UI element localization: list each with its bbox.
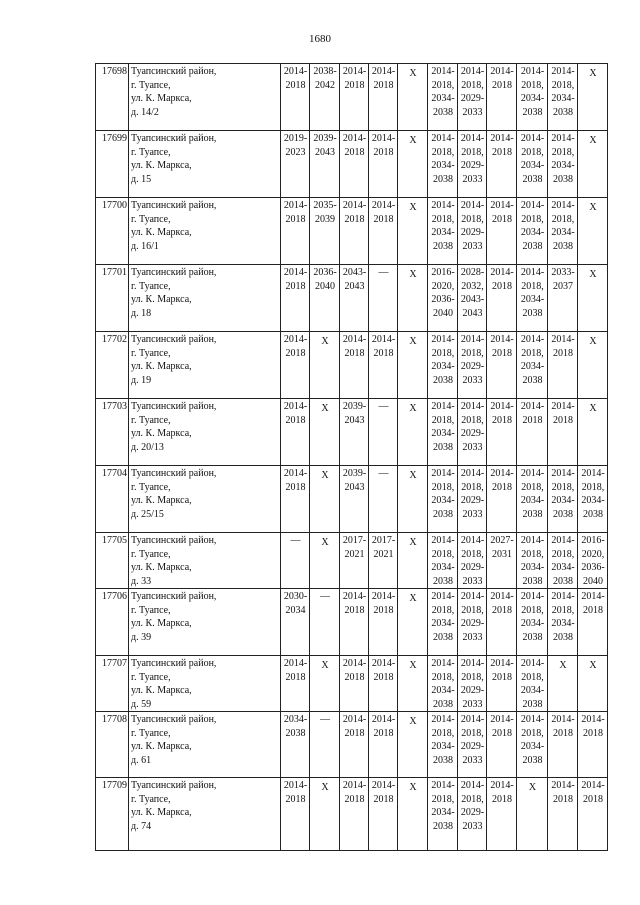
address-cell — [129, 332, 281, 399]
address-line: д. 59 — [131, 698, 152, 710]
period-cell: 2014- 2018 — [340, 198, 369, 265]
table-row — [96, 64, 608, 131]
period-cell: X — [398, 265, 428, 332]
registry-table — [95, 63, 608, 851]
address-cell — [129, 712, 281, 778]
address-line: г. Туапсе, — [131, 671, 171, 683]
period-cell: 2028- 2032, 2043- 2043 — [458, 265, 487, 332]
address-line: г. Туапсе, — [131, 727, 171, 739]
address-line: ул. К. Маркса, — [131, 807, 192, 818]
period-cell: 2039- 2043 — [340, 399, 369, 466]
address-line: Туапсинский район, — [131, 535, 217, 546]
period-cell: 2014- 2018, 2034- 2038 — [517, 198, 548, 265]
address-cell — [129, 533, 281, 589]
period-cell: 2014- 2018, 2034- 2038 — [517, 533, 548, 589]
period-cell: 2014- 2018, 2034- 2038 — [428, 399, 458, 466]
period-cell: 2014- 2018 — [578, 712, 608, 778]
period-cell: 2014- 2018 — [340, 64, 369, 131]
period-cell: X — [310, 399, 340, 466]
period-cell: X — [310, 466, 340, 533]
period-cell: 2014- 2018 — [487, 466, 517, 533]
address-line: д. 18 — [131, 307, 152, 319]
period-cell: 2014- 2018 — [548, 778, 578, 851]
address-line: ул. К. Маркса, — [131, 741, 192, 752]
address-line: ул. К. Маркса, — [131, 93, 192, 104]
address-cell — [129, 131, 281, 198]
period-cell: 2014- 2018 — [487, 131, 517, 198]
period-cell: 2014- 2018 — [340, 712, 369, 778]
period-cell: 2014- 2018 — [369, 656, 398, 712]
period-cell: 2014- 2018 — [281, 399, 310, 466]
period-cell: 2014- 2018 — [487, 712, 517, 778]
period-cell: X — [310, 656, 340, 712]
period-cell: X — [578, 64, 608, 131]
address-cell — [129, 466, 281, 533]
address-cell — [129, 265, 281, 332]
period-cell: 2014- 2018 — [340, 131, 369, 198]
address-line: ул. К. Маркса, — [131, 562, 192, 573]
period-cell: X — [398, 466, 428, 533]
period-cell: 2016- 2020, 2036- 2040 — [428, 265, 458, 332]
period-cell: 2014- 2018 — [369, 589, 398, 656]
period-cell: 2014- 2018 — [487, 64, 517, 131]
period-cell: 2043- 2043 — [340, 265, 369, 332]
address-line: ул. К. Маркса, — [131, 361, 192, 372]
period-cell: 2014- 2018, 2029- 2033 — [458, 589, 487, 656]
address-line: Туапсинский район, — [131, 334, 217, 345]
address-line: г. Туапсе, — [131, 347, 171, 359]
period-cell: 2014- 2018, 2034- 2038 — [548, 589, 578, 656]
period-cell: 2014- 2018 — [340, 778, 369, 851]
period-cell: 2014- 2018 — [281, 265, 310, 332]
address-line: ул. К. Маркса, — [131, 685, 192, 696]
period-cell: 2014- 2018, 2029- 2033 — [458, 533, 487, 589]
address-line: д. 20/13 — [131, 441, 164, 453]
table-row — [96, 589, 608, 656]
period-cell: 2014- 2018, 2034- 2038 — [428, 332, 458, 399]
period-cell: 2014- 2018, 2034- 2038 — [517, 131, 548, 198]
period-cell: 2039- 2043 — [310, 131, 340, 198]
address-line: Туапсинский район, — [131, 591, 217, 602]
period-cell: 2014- 2018 — [548, 399, 578, 466]
period-cell: 2014- 2018, 2029- 2033 — [458, 656, 487, 712]
period-cell: 2014- 2018 — [281, 778, 310, 851]
address-line: д. 25/15 — [131, 508, 164, 520]
period-cell: 2014- 2018, 2029- 2033 — [458, 712, 487, 778]
table-row — [96, 712, 608, 778]
period-cell: 2017- 2021 — [340, 533, 369, 589]
period-cell: 2014- 2018 — [281, 466, 310, 533]
period-cell: 2014- 2018, 2034- 2038 — [517, 64, 548, 131]
address-line: ул. К. Маркса, — [131, 618, 192, 629]
record-number: 17709 — [96, 778, 129, 851]
address-line: ул. К. Маркса, — [131, 160, 192, 171]
table-row — [96, 466, 608, 533]
period-cell: 2014- 2018, 2034- 2038 — [517, 466, 548, 533]
period-cell: 2014- 2018, 2034- 2038 — [548, 131, 578, 198]
period-cell: X — [398, 778, 428, 851]
address-cell — [129, 198, 281, 265]
period-cell: — — [310, 589, 340, 656]
period-cell: X — [398, 64, 428, 131]
address-line: д. 14/2 — [131, 106, 159, 118]
address-line: г. Туапсе, — [131, 414, 171, 426]
period-cell: 2014- 2018, 2029- 2033 — [458, 399, 487, 466]
period-cell: 2014- 2018, 2034- 2038 — [548, 466, 578, 533]
period-cell: 2014- 2018, 2034- 2038 — [428, 131, 458, 198]
period-cell: 2014- 2018 — [281, 198, 310, 265]
period-cell: 2014- 2018, 2029- 2033 — [458, 64, 487, 131]
period-cell: X — [578, 332, 608, 399]
period-cell: 2014- 2018 — [281, 656, 310, 712]
period-cell: 2014- 2018, 2029- 2033 — [458, 131, 487, 198]
period-cell: — — [369, 265, 398, 332]
period-cell: 2014- 2018 — [340, 656, 369, 712]
table-row — [96, 131, 608, 198]
period-cell: 2014- 2018 — [548, 712, 578, 778]
table-row — [96, 265, 608, 332]
record-number: 17700 — [96, 198, 129, 265]
page-number: 1680 — [309, 33, 331, 45]
period-cell: 2014- 2018, 2034- 2038 — [428, 589, 458, 656]
address-line: ул. К. Маркса, — [131, 227, 192, 238]
period-cell: 2014- 2018 — [487, 589, 517, 656]
period-cell: 2014- 2018, 2034- 2038 — [548, 64, 578, 131]
period-cell: X — [398, 712, 428, 778]
period-cell: — — [310, 712, 340, 778]
period-cell: X — [517, 778, 548, 851]
period-cell: 2036- 2040 — [310, 265, 340, 332]
address-cell — [129, 656, 281, 712]
period-cell: 2039- 2043 — [340, 466, 369, 533]
period-cell: 2035- 2039 — [310, 198, 340, 265]
address-line: г. Туапсе, — [131, 213, 171, 225]
address-line: г. Туапсе, — [131, 793, 171, 805]
period-cell: X — [578, 198, 608, 265]
address-line: д. 61 — [131, 754, 152, 766]
period-cell: 2014- 2018 — [487, 399, 517, 466]
period-cell: X — [310, 533, 340, 589]
period-cell: 2014- 2018, 2034- 2038 — [428, 533, 458, 589]
address-line: ул. К. Маркса, — [131, 294, 192, 305]
period-cell: 2014- 2018 — [281, 332, 310, 399]
period-cell: 2014- 2018 — [487, 656, 517, 712]
period-cell: 2014- 2018, 2029- 2033 — [458, 198, 487, 265]
period-cell: X — [578, 656, 608, 712]
address-cell — [129, 778, 281, 851]
period-cell: 2014- 2018, 2034- 2038 — [428, 656, 458, 712]
period-cell: 2014- 2018 — [517, 399, 548, 466]
period-cell: X — [398, 332, 428, 399]
address-line: Туапсинский район, — [131, 468, 217, 479]
period-cell: 2027- 2031 — [487, 533, 517, 589]
record-number: 17702 — [96, 332, 129, 399]
period-cell: 2014- 2018 — [578, 778, 608, 851]
address-line: Туапсинский район, — [131, 714, 217, 725]
address-line: г. Туапсе, — [131, 481, 171, 493]
period-cell: X — [578, 131, 608, 198]
period-cell: X — [578, 399, 608, 466]
record-number: 17698 — [96, 64, 129, 131]
period-cell: 2038- 2042 — [310, 64, 340, 131]
period-cell: 2034- 2038 — [281, 712, 310, 778]
period-cell: X — [310, 778, 340, 851]
period-cell: 2014- 2018, 2034- 2038 — [548, 198, 578, 265]
period-cell: 2017- 2021 — [369, 533, 398, 589]
address-line: д. 39 — [131, 631, 152, 643]
period-cell: 2014- 2018, 2034- 2038 — [517, 265, 548, 332]
period-cell: 2014- 2018 — [578, 589, 608, 656]
period-cell: 2014- 2018, 2034- 2038 — [578, 466, 608, 533]
address-cell — [129, 399, 281, 466]
address-line: Туапсинский район, — [131, 658, 217, 669]
address-cell — [129, 589, 281, 656]
address-cell — [129, 64, 281, 131]
period-cell: X — [310, 332, 340, 399]
address-line: г. Туапсе, — [131, 79, 171, 91]
period-cell: 2014- 2018 — [369, 64, 398, 131]
period-cell: 2014- 2018, 2029- 2033 — [458, 332, 487, 399]
period-cell: X — [398, 399, 428, 466]
address-line: Туапсинский район, — [131, 200, 217, 211]
address-line: Туапсинский район, — [131, 133, 217, 144]
period-cell: 2030- 2034 — [281, 589, 310, 656]
period-cell: X — [398, 656, 428, 712]
address-line: д. 16/1 — [131, 240, 159, 252]
table-row — [96, 332, 608, 399]
period-cell: 2014- 2018 — [369, 712, 398, 778]
period-cell: 2014- 2018, 2029- 2033 — [458, 466, 487, 533]
record-number: 17707 — [96, 656, 129, 712]
period-cell: 2014- 2018, 2034- 2038 — [548, 533, 578, 589]
address-line: Туапсинский район, — [131, 66, 217, 77]
period-cell: 2014- 2018 — [487, 265, 517, 332]
table-row — [96, 198, 608, 265]
period-cell: 2014- 2018 — [340, 589, 369, 656]
address-line: д. 33 — [131, 575, 152, 587]
table-row — [96, 533, 608, 589]
address-line: Туапсинский район, — [131, 267, 217, 278]
period-cell: 2016- 2020, 2036- 2040 — [578, 533, 608, 589]
address-line: ул. К. Маркса, — [131, 428, 192, 439]
period-cell: 2014- 2018 — [487, 198, 517, 265]
period-cell: 2014- 2018, 2034- 2038 — [428, 712, 458, 778]
period-cell: X — [398, 198, 428, 265]
table-row — [96, 399, 608, 466]
period-cell: 2033- 2037 — [548, 265, 578, 332]
period-cell: 2014- 2018, 2034- 2038 — [517, 332, 548, 399]
address-line: г. Туапсе, — [131, 604, 171, 616]
period-cell: X — [398, 131, 428, 198]
record-number: 17705 — [96, 533, 129, 589]
address-line: ул. К. Маркса, — [131, 495, 192, 506]
period-cell: — — [281, 533, 310, 589]
address-line: д. 19 — [131, 374, 152, 386]
address-line: г. Туапсе, — [131, 280, 171, 292]
period-cell: 2014- 2018, 2034- 2038 — [428, 198, 458, 265]
period-cell: 2014- 2018 — [369, 198, 398, 265]
period-cell: 2014- 2018, 2034- 2038 — [517, 589, 548, 656]
period-cell: 2014- 2018, 2034- 2038 — [517, 712, 548, 778]
period-cell: 2014- 2018 — [369, 332, 398, 399]
period-cell: 2014- 2018, 2034- 2038 — [428, 466, 458, 533]
period-cell: 2014- 2018, 2034- 2038 — [517, 656, 548, 712]
period-cell: 2014- 2018, 2029- 2033 — [458, 778, 487, 851]
table-row — [96, 778, 608, 851]
address-line: д. 15 — [131, 173, 152, 185]
period-cell: 2014- 2018, 2034- 2038 — [428, 64, 458, 131]
address-line: г. Туапсе, — [131, 146, 171, 158]
period-cell: — — [369, 399, 398, 466]
address-line: Туапсинский район, — [131, 401, 217, 412]
period-cell: X — [398, 533, 428, 589]
address-line: г. Туапсе, — [131, 548, 171, 560]
address-line: Туапсинский район, — [131, 780, 217, 791]
record-number: 17708 — [96, 712, 129, 778]
period-cell: 2014- 2018 — [340, 332, 369, 399]
table-row — [96, 656, 608, 712]
period-cell: 2014- 2018 — [369, 131, 398, 198]
period-cell: 2014- 2018 — [281, 64, 310, 131]
period-cell: 2014- 2018 — [487, 332, 517, 399]
period-cell: 2014- 2018, 2034- 2038 — [428, 778, 458, 851]
period-cell: 2019- 2023 — [281, 131, 310, 198]
record-number: 17704 — [96, 466, 129, 533]
address-line: д. 74 — [131, 820, 152, 832]
record-number: 17701 — [96, 265, 129, 332]
period-cell: 2014- 2018 — [369, 778, 398, 851]
period-cell: X — [398, 589, 428, 656]
record-number: 17699 — [96, 131, 129, 198]
period-cell: X — [548, 656, 578, 712]
record-number: 17706 — [96, 589, 129, 656]
period-cell: 2014- 2018 — [548, 332, 578, 399]
period-cell: — — [369, 466, 398, 533]
period-cell: 2014- 2018 — [487, 778, 517, 851]
record-number: 17703 — [96, 399, 129, 466]
period-cell: X — [578, 265, 608, 332]
